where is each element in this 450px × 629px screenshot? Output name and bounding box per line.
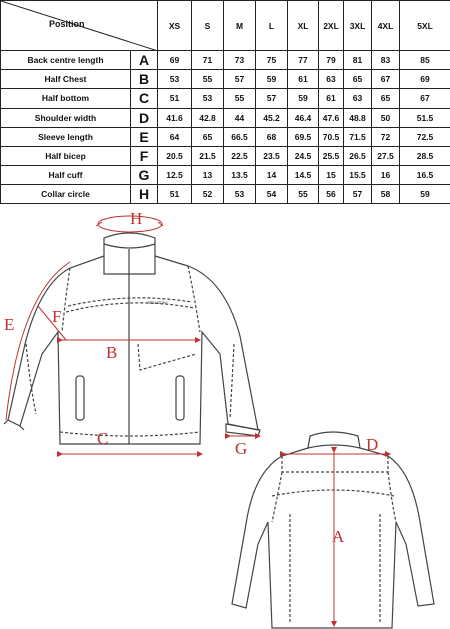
size-value-cell: 16: [372, 165, 400, 184]
size-value-cell: 14: [256, 165, 288, 184]
size-value-cell: 75: [256, 51, 288, 70]
size-value-cell: 71: [192, 51, 224, 70]
size-value-cell: 58: [372, 184, 400, 203]
size-value-cell: 15: [319, 165, 344, 184]
size-value-cell: 63: [344, 89, 372, 108]
size-value-cell: 61: [319, 89, 344, 108]
measurement-letter: H: [131, 184, 158, 203]
size-value-cell: 55: [224, 89, 256, 108]
size-value-cell: 57: [344, 184, 372, 203]
front-measurement-lines: [6, 216, 258, 454]
size-header: L: [256, 1, 288, 51]
table-row: [1, 108, 450, 127]
measurement-letter: F: [131, 146, 158, 165]
size-value-cell: 53: [158, 70, 192, 89]
size-value-cell: 70.5: [319, 127, 344, 146]
size-value-cell: 65: [192, 127, 224, 146]
size-value-cell: 12.5: [158, 165, 192, 184]
table-row: [1, 70, 450, 89]
measurement-letter: D: [131, 108, 158, 127]
size-value-cell: 53: [192, 89, 224, 108]
size-value-cell: 65: [344, 70, 372, 89]
size-value-cell: 85: [400, 51, 450, 70]
size-value-cell: 13.5: [224, 165, 256, 184]
measurement-letter: A: [131, 51, 158, 70]
size-value-cell: 26.5: [344, 146, 372, 165]
label-h: H: [130, 209, 143, 228]
measurement-letter: G: [131, 165, 158, 184]
size-value-cell: 57: [256, 89, 288, 108]
size-value-cell: 59: [400, 184, 450, 203]
size-value-cell: 57: [224, 70, 256, 89]
table-row: [1, 127, 450, 146]
size-value-cell: 77: [288, 51, 319, 70]
size-value-cell: 69: [400, 70, 450, 89]
size-value-cell: 63: [319, 70, 344, 89]
measurement-name: Sleeve length: [1, 127, 131, 146]
measurement-letter: B: [131, 70, 158, 89]
size-value-cell: 73: [224, 51, 256, 70]
label-d: D: [366, 435, 379, 454]
size-value-cell: 56: [319, 184, 344, 203]
measurement-name: Half cuff: [1, 165, 131, 184]
size-header: 3XL: [344, 1, 372, 51]
table-row: [1, 89, 450, 108]
size-value-cell: 16.5: [400, 165, 450, 184]
size-value-cell: 66.5: [224, 127, 256, 146]
size-value-cell: 48.8: [344, 108, 372, 127]
size-value-cell: 69.5: [288, 127, 319, 146]
measurement-name: Half bicep: [1, 146, 131, 165]
size-value-cell: 51: [158, 89, 192, 108]
size-value-cell: 51.5: [400, 108, 450, 127]
size-value-cell: 59: [288, 89, 319, 108]
label-b: B: [106, 343, 118, 362]
size-value-cell: 68: [256, 127, 288, 146]
label-f: F: [52, 307, 62, 326]
size-value-cell: 21.5: [192, 146, 224, 165]
measurement-name: Collar circle: [1, 184, 131, 203]
size-value-cell: 71.5: [344, 127, 372, 146]
size-value-cell: 27.5: [372, 146, 400, 165]
size-value-cell: 46.4: [288, 108, 319, 127]
label-g: G: [235, 439, 248, 458]
size-value-cell: 52: [192, 184, 224, 203]
size-value-cell: 22.5: [224, 146, 256, 165]
table-header-row: [1, 1, 450, 51]
size-value-cell: 64: [158, 127, 192, 146]
size-value-cell: 55: [288, 184, 319, 203]
measurement-letter: E: [131, 127, 158, 146]
size-value-cell: 67: [372, 70, 400, 89]
measurement-letter: C: [131, 89, 158, 108]
size-value-cell: 25.5: [319, 146, 344, 165]
size-value-cell: 44: [224, 108, 256, 127]
size-value-cell: 20.5: [158, 146, 192, 165]
size-value-cell: 59: [256, 70, 288, 89]
size-value-cell: 51: [158, 184, 192, 203]
size-header: 5XL: [400, 1, 450, 51]
size-value-cell: 45.2: [256, 108, 288, 127]
size-value-cell: 28.5: [400, 146, 450, 165]
size-value-cell: 69: [158, 51, 192, 70]
table-row: [1, 184, 450, 203]
size-value-cell: 15.5: [344, 165, 372, 184]
size-header: XS: [158, 1, 192, 51]
size-value-cell: 72: [372, 127, 400, 146]
label-a: A: [332, 527, 345, 546]
size-header: 4XL: [372, 1, 400, 51]
size-value-cell: 42.8: [192, 108, 224, 127]
measurement-name: Shoulder width: [1, 108, 131, 127]
position-header-cell: [1, 1, 158, 51]
size-header: 2XL: [319, 1, 344, 51]
size-value-cell: 14.5: [288, 165, 319, 184]
size-value-cell: 72.5: [400, 127, 450, 146]
size-value-cell: 79: [319, 51, 344, 70]
size-header: M: [224, 1, 256, 51]
size-value-cell: 23.5: [256, 146, 288, 165]
size-value-cell: 61: [288, 70, 319, 89]
size-chart-table: [0, 0, 450, 204]
size-value-cell: 53: [224, 184, 256, 203]
jacket-measurement-diagram: [0, 204, 450, 629]
size-value-cell: 65: [372, 89, 400, 108]
size-header: XL: [288, 1, 319, 51]
size-value-cell: 81: [344, 51, 372, 70]
size-value-cell: 13: [192, 165, 224, 184]
size-value-cell: 83: [372, 51, 400, 70]
sleeve-length-line: [6, 262, 70, 420]
measurement-name: Half Chest: [1, 70, 131, 89]
size-value-cell: 55: [192, 70, 224, 89]
label-e: E: [4, 315, 15, 334]
position-header: Position: [49, 19, 85, 29]
size-value-cell: 50: [372, 108, 400, 127]
label-c: C: [97, 429, 109, 448]
brand-logo-text: Maastrike: [148, 300, 168, 305]
measurement-name: Back centre length: [1, 51, 131, 70]
measurement-name: Half bottom: [1, 89, 131, 108]
size-value-cell: 67: [400, 89, 450, 108]
size-header: S: [192, 1, 224, 51]
table-row: [1, 51, 450, 70]
table-row: [1, 165, 450, 184]
size-value-cell: 54: [256, 184, 288, 203]
size-value-cell: 24.5: [288, 146, 319, 165]
size-value-cell: 47.6: [319, 108, 344, 127]
size-value-cell: 41.6: [158, 108, 192, 127]
table-row: [1, 146, 450, 165]
front-jacket-sketch: [4, 233, 260, 444]
